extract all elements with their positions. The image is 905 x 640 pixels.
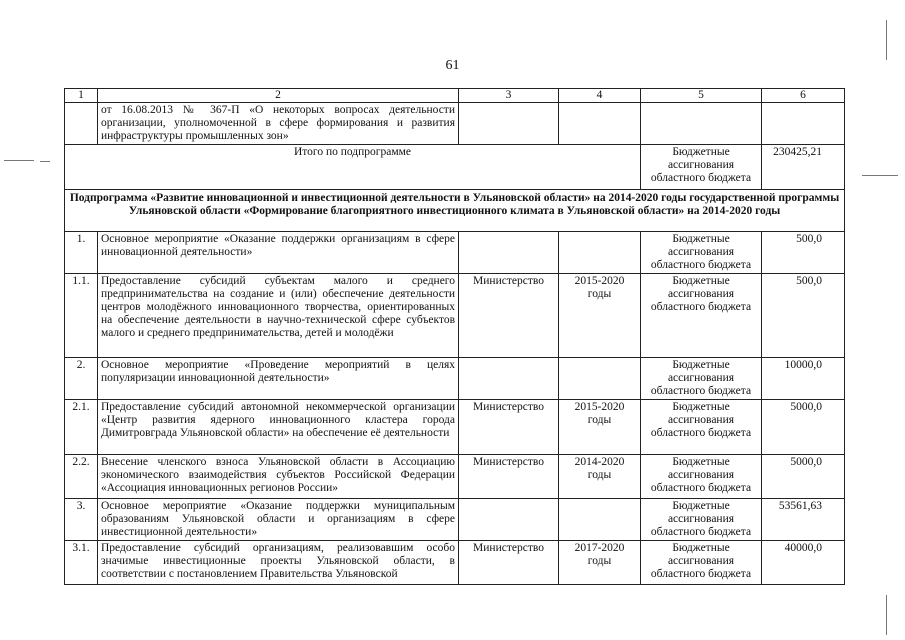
row-source: Бюджетные ассигнования областного бюджета [641,400,762,455]
subprogram-row [65,190,845,232]
column-header: 3 [459,89,559,103]
table-row [65,499,845,541]
row-amount: 5000,0 [762,455,845,499]
page-number: 61 [445,58,460,73]
table-row [65,274,845,358]
table-row [65,232,845,274]
row-source: Бюджетные ассигнования областного бюджета [641,274,762,358]
row-number: 2.2. [65,455,98,499]
row-years [559,103,641,145]
subprogram-title: Подпрограмма «Развитие инновационной и инвестиционной деятельности в Ульяновской области» на 2014-2020 годы государственной программы Ульяновской области «Формирование благоприятного инвестиционного климата в Ульяновской области» на 2014-2020 годы [65,190,845,232]
row-amount: 10000,0 [762,358,845,400]
scan-mark-right [862,175,898,176]
budget-table [64,88,845,585]
table-row [65,541,845,585]
row-source: Бюджетные ассигнования областного бюджета [641,499,762,541]
table-header-row [65,89,845,103]
row-text: Внесение членского взноса Ульяновской области в Ассоциацию экономического взаимодействия субъектов Российской Федерации «Ассоциация инновационных регионов России» [98,455,459,499]
column-header: 2 [98,89,459,103]
table-row-continuation [65,103,845,145]
row-executor [459,103,559,145]
row-years: 2015-2020 годы [559,400,641,455]
row-years: 2017-2020 годы [559,541,641,585]
row-executor [459,232,559,274]
row-amount: 40000,0 [762,541,845,585]
row-source [641,103,762,145]
row-executor: Министерство [459,274,559,358]
row-amount: 500,0 [762,274,845,358]
scan-mark-right-vertical [886,20,887,60]
row-number [65,103,98,145]
row-text: Основное мероприятие «Проведение мероприятий в целях популяризации инновационной деятельности» [98,358,459,400]
row-number: 3. [65,499,98,541]
table-row [65,455,845,499]
scan-mark-right-vertical-2 [886,595,887,635]
row-number: 3.1. [65,541,98,585]
row-text: Основное мероприятие «Оказание поддержки муниципальным образованиям Ульяновской области и организациям в сфере инвестиционной деятельности» [98,499,459,541]
row-text: Предоставление субсидий организациям, реализовавшим особо значимые инвестиционные проекты Ульяновской области, в соответствии с постановлением Правительства Ульяновской [98,541,459,585]
row-years: 2015-2020 годы [559,274,641,358]
row-years [559,358,641,400]
total-label: Итого по подпрограмме [65,145,641,190]
row-executor [459,358,559,400]
total-row [65,145,845,190]
row-source: Бюджетные ассигнования областного бюджета [641,358,762,400]
row-executor: Министерство [459,455,559,499]
row-source: Бюджетные ассигнования областного бюджета [641,232,762,274]
row-amount [762,103,845,145]
column-header: 6 [762,89,845,103]
row-number: 1.1. [65,274,98,358]
row-number: 1. [65,232,98,274]
row-executor [459,499,559,541]
row-years: 2014-2020 годы [559,455,641,499]
row-text: Основное мероприятие «Оказание поддержки организациям в сфере инновационной деятельности» [98,232,459,274]
row-executor: Министерство [459,541,559,585]
row-amount: 5000,0 [762,400,845,455]
row-source: Бюджетные ассигнования областного бюджета [641,455,762,499]
table-row [65,358,845,400]
column-header: 4 [559,89,641,103]
total-source: Бюджетные ассигнования областного бюджета [641,145,762,190]
row-amount: 53561,63 [762,499,845,541]
row-number: 2. [65,358,98,400]
column-header: 5 [641,89,762,103]
row-text: Предоставление субсидий субъектам малого и среднего предпринимательства на создание и (или) обеспечение деятельности центров молодёжного инновационного творчества, ориентированных на обеспечение деятельности в научно-технической сфере субъектов малого и среднего предпринимательства, детей и молодёжи [98,274,459,358]
scan-mark-left [4,160,34,161]
row-source: Бюджетные ассигнования областного бюджета [641,541,762,585]
row-text: от 16.08.2013 № 367-П «О некоторых вопросах деятельности организации, уполномоченной в сфере формирования и развития инфраструктуры промышленных зон» [98,103,459,145]
column-header: 1 [65,89,98,103]
row-amount: 500,0 [762,232,845,274]
scan-mark-left-2 [40,161,50,162]
row-number: 2.1. [65,400,98,455]
row-executor: Министерство [459,400,559,455]
row-text: Предоставление субсидий автономной некоммерческой организации «Центр развития ядерного инновационного кластера города Димитровграда Ульяновской области» на обеспечение её деятельности [98,400,459,455]
table-row [65,400,845,455]
row-years [559,499,641,541]
row-years [559,232,641,274]
total-amount: 230425,21 [762,145,845,190]
